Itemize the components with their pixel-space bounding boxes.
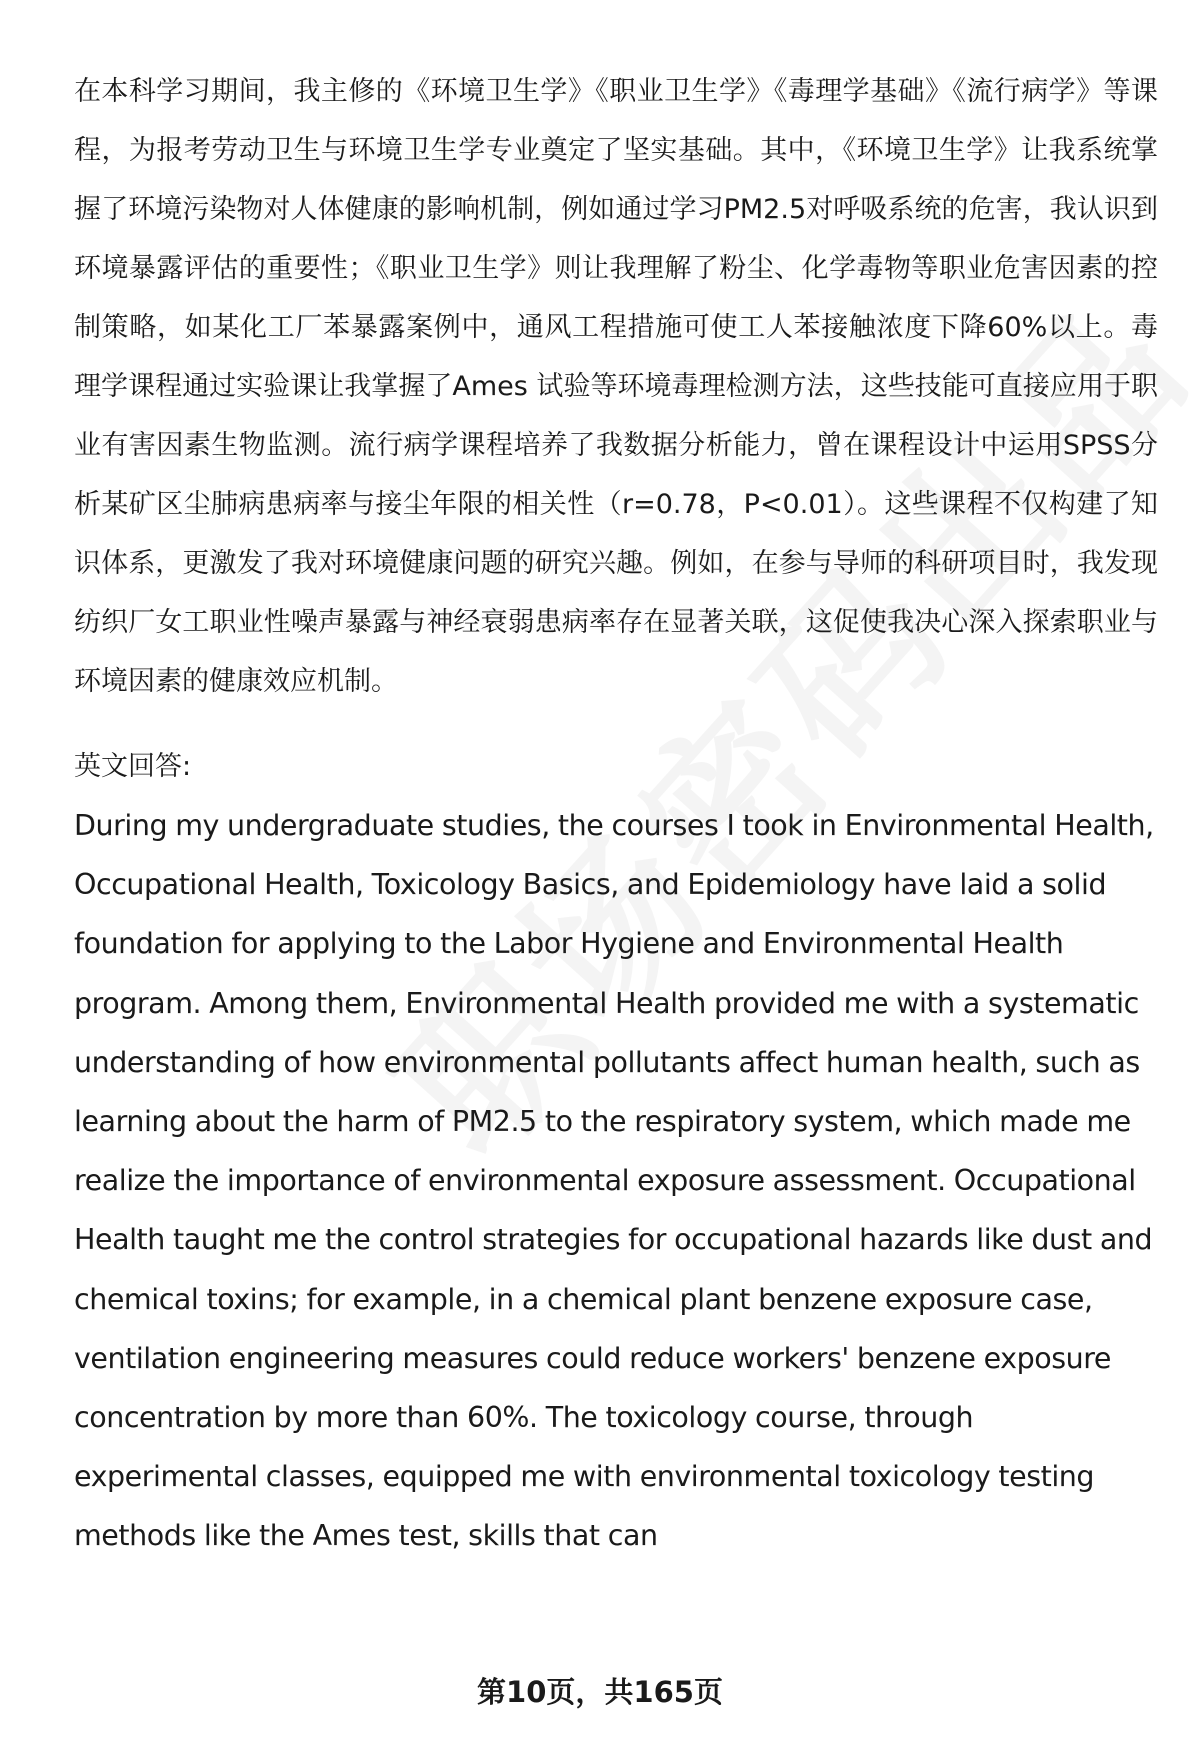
english-answer-paragraph: During my undergraduate studies, the courses I took in Environmental Health, Occupational Health, Toxicology Basics, and Epidemiology have laid a solid foundation for applying to the Labor Hygiene and Environmental Health program. Among them, Environmental Health provided me with a systematic understanding of how environmental pollutants affect human health, such as learning about the harm of PM2.5 to the respiratory system, which made me realize the importance of environmental exposure assessment. Occupational Health taught me the control strategies for occupational hazards like dust and chemical toxins; for example, in a chemical plant benzene exposure case, ventilation engineering measures could reduce workers' benzene exposure concentration by more than 60%. The toxicology course, through experimental classes, equipped me with environmental toxicology testing methods like the Ames test, skills that can — [74, 809, 1154, 1553]
page-number-footer: 第10页，共165页 — [477, 1675, 723, 1709]
english-answer-label: 英文回答: — [74, 751, 192, 782]
page-content — [74, 62, 1158, 1566]
chinese-answer-paragraph: 在本科学习期间，我主修的《环境卫生学》《职业卫生学》《毒理学基础》《流行病学》等课程，为报考劳动卫生与环境卫生学专业奠定了坚实基础。其中，《环境卫生学》让我系统掌握了环境污染物对人体健康的影响机制，例如通过学习PM2.5对呼吸系统的危害，我认识到环境暴露评估的重要性；《职业卫生学》则让我理解了粉尘、化学毒物等职业危害因素的控制策略，如某化工厂苯暴露案例中，通风工程措施可使工人苯接触浓度下降60%以上。毒理学课程通过实验课让我掌握了Ames 试验等环境毒理检测方法，这些技能可直接应用于职业有害因素生物监测。流行病学课程培养了我数据分析能力，曾在课程设计中运用SPSS分析某矿区尘肺病患病率与接尘年限的相关性（r=0.78，P<0.01）。这些课程不仅构建了知识体系，更激发了我对环境健康问题的研究兴趣。例如，在参与导师的科研项目时，我发现纺织厂女工职业性噪声暴露与神经衰弱患病率存在显著关联，这促使我决心深入探索职业与环境因素的健康效应机制。 — [74, 76, 1158, 697]
